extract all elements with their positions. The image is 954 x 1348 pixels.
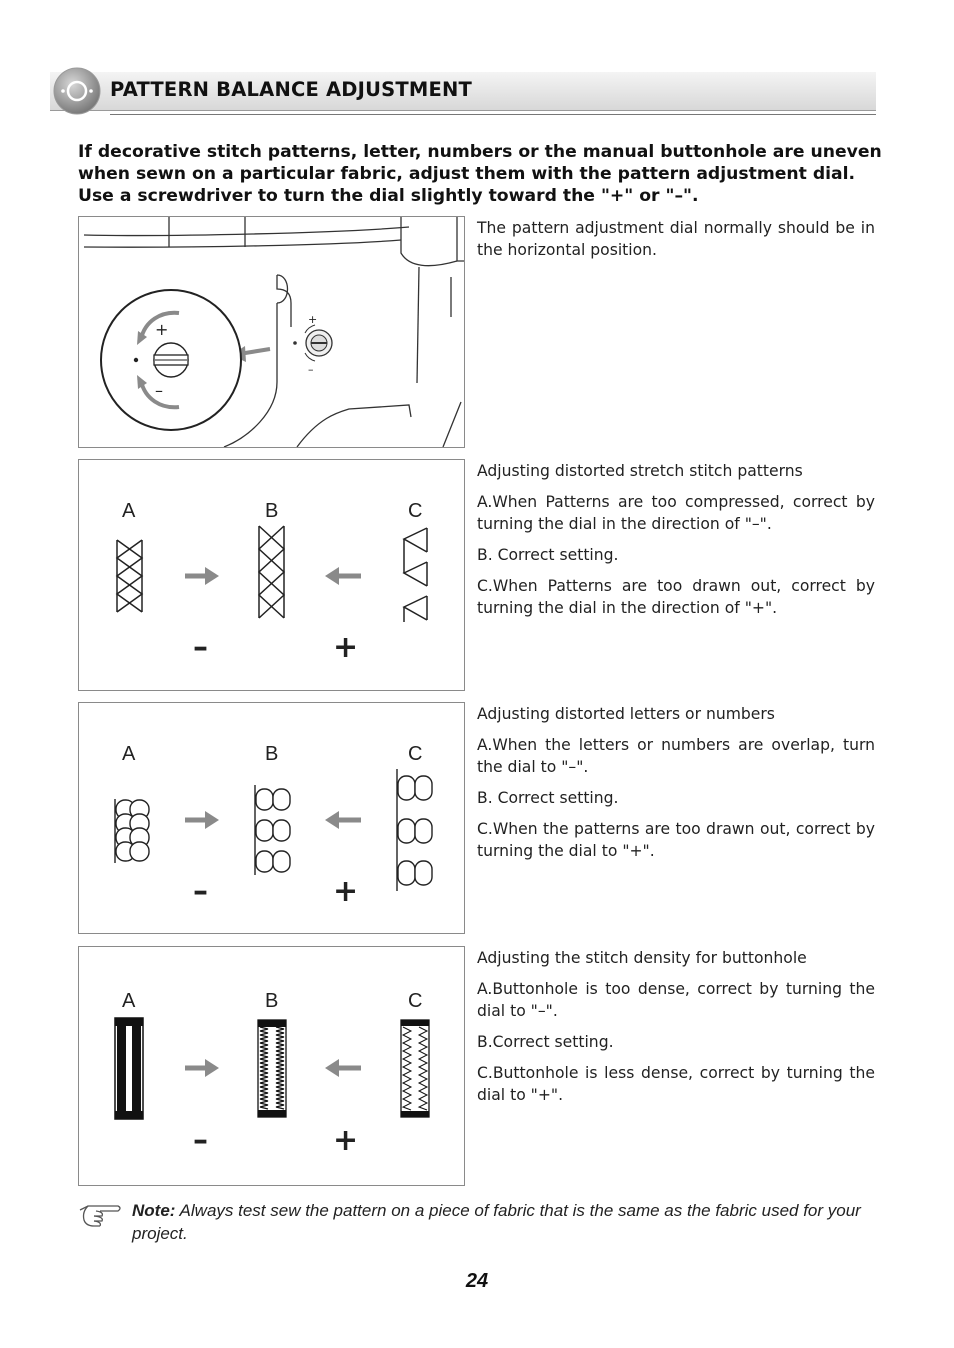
paragraph: C.When Patterns are too drawn out, correct by turning the dial in the direction of "+". xyxy=(477,577,875,617)
intro-line: Use a screwdriver to turn the dial slightly toward the "+" or "–". xyxy=(78,186,699,206)
label-b: B xyxy=(265,990,279,1012)
label-c: C xyxy=(408,500,423,522)
minus-sign: – xyxy=(193,630,208,665)
small-dial-plus: + xyxy=(308,313,318,326)
label-b: B xyxy=(265,500,279,522)
page-title: PATTERN BALANCE ADJUSTMENT xyxy=(110,78,473,101)
note-label: Note: xyxy=(132,1201,176,1220)
intro-text xyxy=(78,141,882,207)
letters-text xyxy=(477,703,875,871)
label-c: C xyxy=(408,990,423,1012)
big-dial-plus: + xyxy=(155,320,169,339)
pointing-hand-icon xyxy=(78,1202,122,1228)
paragraph: B. Correct setting. xyxy=(477,546,619,564)
paragraph: Adjusting distorted letters or numbers xyxy=(477,705,775,723)
plus-sign: + xyxy=(333,1123,359,1158)
big-dial-minus: – xyxy=(155,381,163,400)
label-a: A xyxy=(122,990,136,1012)
paragraph: Adjusting the stitch density for buttonhole xyxy=(477,949,807,967)
minus-sign: – xyxy=(193,1123,208,1158)
buttonhole-figure xyxy=(78,946,465,1186)
header-underline xyxy=(110,114,876,115)
paragraph: A.When the letters or numbers are overlap, turn the dial to "–". xyxy=(477,736,875,776)
label-a: A xyxy=(122,743,136,765)
label-b: B xyxy=(265,743,279,765)
small-dial-minus: – xyxy=(308,363,314,376)
intro-line: when sewn on a particular fabric, adjust them with the pattern adjustment dial. xyxy=(78,164,856,184)
paragraph: The pattern adjustment dial normally should be in the horizontal position. xyxy=(477,219,875,259)
buttonhole-text xyxy=(477,947,875,1115)
paragraph: Adjusting distorted stretch stitch patterns xyxy=(477,462,803,480)
letters-figure xyxy=(78,702,465,934)
intro-line: If decorative stitch patterns, letter, numbers or the manual buttonhole are uneven xyxy=(78,142,882,162)
paragraph: B. Correct setting. xyxy=(477,789,619,807)
label-c: C xyxy=(408,743,423,765)
minus-sign: – xyxy=(193,874,208,909)
label-a: A xyxy=(122,500,136,522)
paragraph: A.When Patterns are too compressed, correct by turning the dial in the direction of "–". xyxy=(477,493,875,533)
dial-icon xyxy=(52,66,102,116)
page-number: 24 xyxy=(465,1270,489,1292)
paragraph: C.When the patterns are too drawn out, correct by turning the dial to "+". xyxy=(477,820,875,860)
plus-sign: + xyxy=(333,630,359,665)
stretch-stitch-text xyxy=(477,460,875,628)
stretch-stitch-figure xyxy=(78,459,465,691)
paragraph: A.Buttonhole is too dense, correct by turning the dial to "–". xyxy=(477,980,875,1020)
plus-sign: + xyxy=(333,874,359,909)
dial-position-text xyxy=(477,217,875,270)
paragraph: C.Buttonhole is less dense, correct by turning the dial to "+". xyxy=(477,1064,875,1104)
dial-location-figure xyxy=(78,216,465,448)
note-text xyxy=(132,1200,877,1245)
note-body: Always test sew the pattern on a piece of fabric that is the same as the fabric used for your project. xyxy=(132,1201,861,1243)
paragraph: B.Correct setting. xyxy=(477,1033,614,1051)
